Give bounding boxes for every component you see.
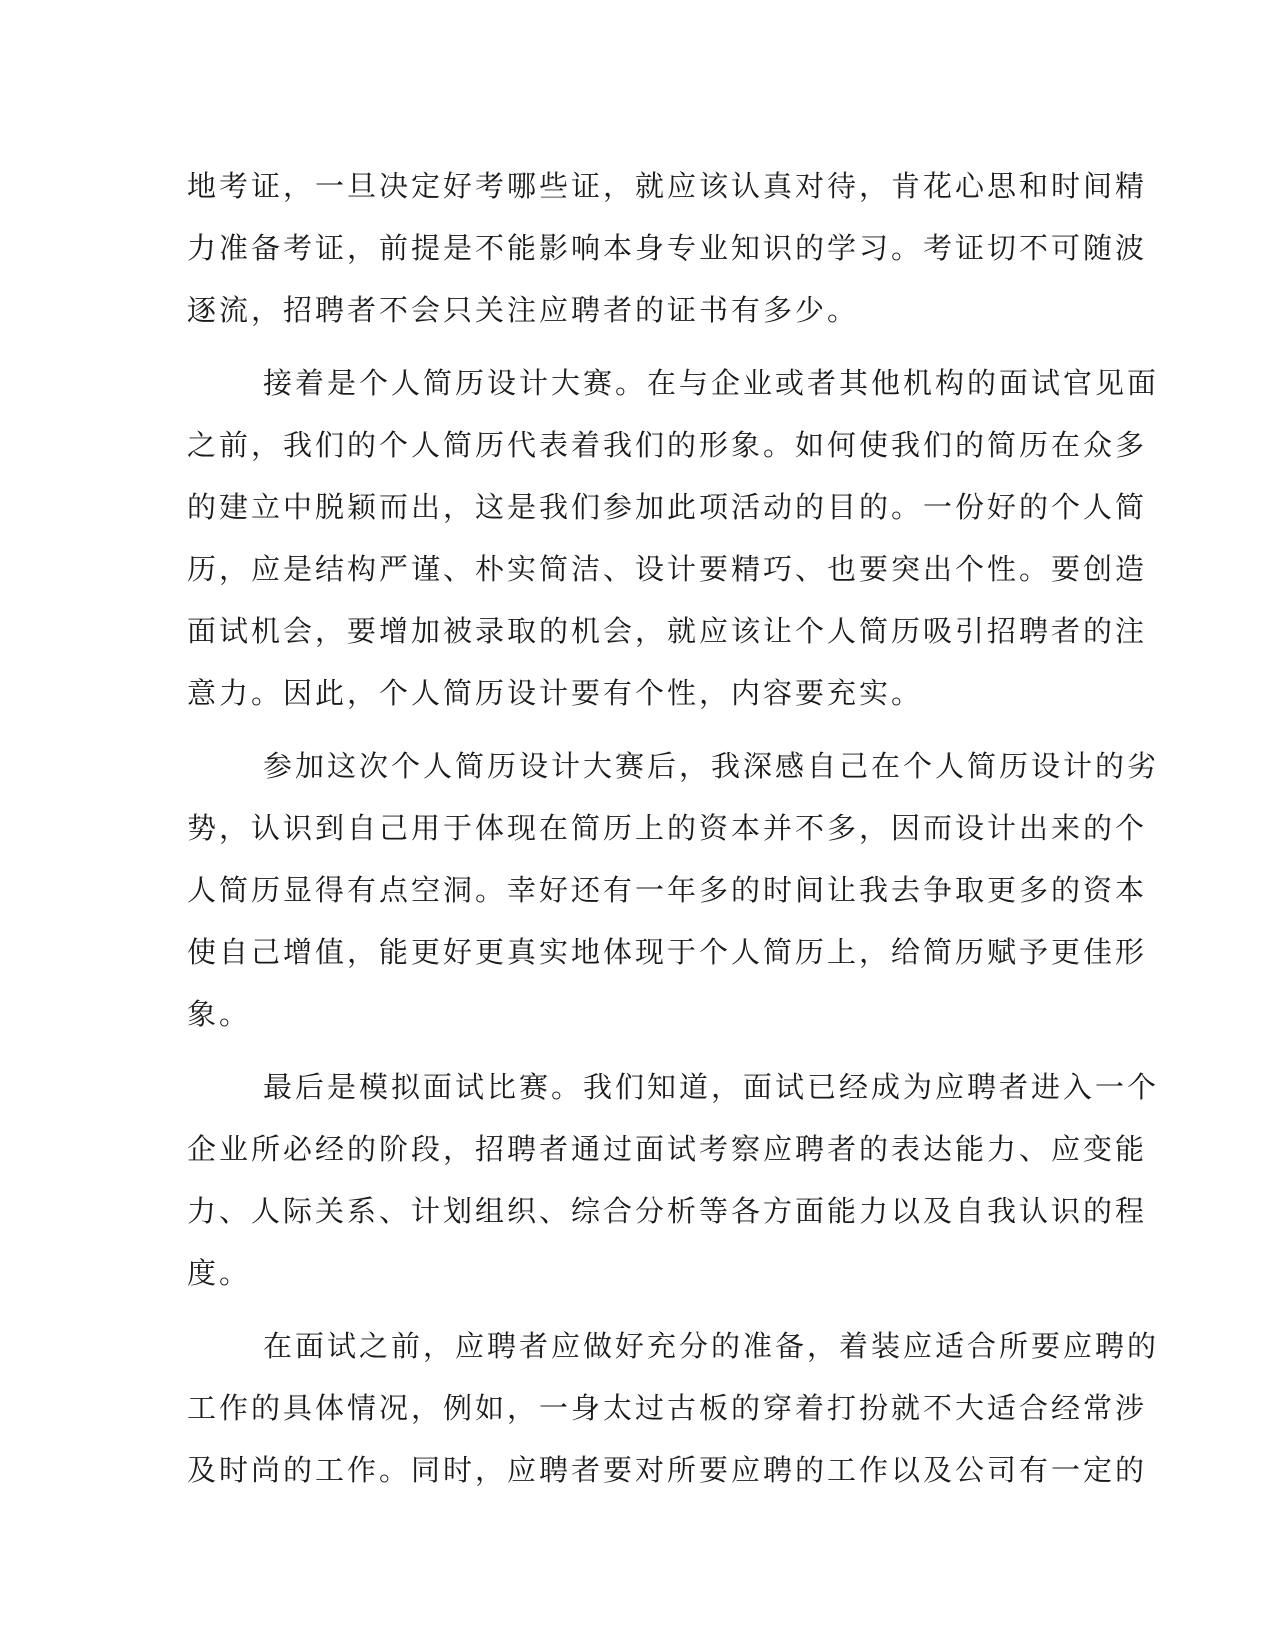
paragraph-interview-preparation: [187, 1315, 1160, 1501]
text-line: 最后是模拟面试比赛。我们知道，面试已经成为应聘者进入一个: [263, 1070, 1160, 1104]
text-line: 地考证，一旦决定好考哪些证，就应该认真对待，肯花心思和时间精: [187, 169, 1148, 203]
text-line: 接着是个人简历设计大赛。在与企业或者其他机构的面试官见面: [263, 366, 1160, 400]
text-line: 参加这次个人简历设计大赛后，我深感自己在个人简历设计的劣: [263, 749, 1160, 783]
document-body: [187, 155, 1160, 1501]
text-line: 逐流，招聘者不会只关注应聘者的证书有多少。: [187, 293, 860, 327]
paragraph-reflection: [187, 735, 1160, 1045]
text-line: 度。: [187, 1256, 252, 1290]
text-line: 及时尚的工作。同时，应聘者要对所要应聘的工作以及公司有一定的: [187, 1453, 1148, 1487]
text-line: 面试机会，要增加被录取的机会，就应该让个人简历吸引招聘者的注: [187, 614, 1148, 648]
paragraph-certification: [187, 155, 1148, 341]
text-line: 之前，我们的个人简历代表着我们的形象。如何使我们的简历在众多: [187, 428, 1148, 462]
paragraph-resume-contest: [187, 352, 1160, 724]
text-line: 工作的具体情况，例如，一身太过古板的穿着打扮就不大适合经常涉: [187, 1391, 1148, 1425]
text-line: 力、人际关系、计划组织、综合分析等各方面能力以及自我认识的程: [187, 1194, 1148, 1228]
paragraph-mock-interview: [187, 1056, 1160, 1304]
text-line: 意力。因此，个人简历设计要有个性，内容要充实。: [187, 676, 924, 710]
text-line: 势，认识到自己用于体现在简历上的资本并不多，因而设计出来的个: [187, 811, 1148, 845]
text-line: 力准备考证，前提是不能影响本身专业知识的学习。考证切不可随波: [187, 231, 1148, 265]
text-line: 历，应是结构严谨、朴实简洁、设计要精巧、也要突出个性。要创造: [187, 552, 1148, 586]
text-line: 象。: [187, 997, 252, 1031]
text-line: 企业所必经的阶段，招聘者通过面试考察应聘者的表达能力、应变能: [187, 1132, 1148, 1166]
text-line: 的建立中脱颖而出，这是我们参加此项活动的目的。一份好的个人简: [187, 490, 1148, 524]
text-line: 在面试之前，应聘者应做好充分的准备，着装应适合所要应聘的: [263, 1329, 1160, 1363]
text-line: 人简历显得有点空洞。幸好还有一年多的时间让我去争取更多的资本: [187, 873, 1148, 907]
text-line: 使自己增值，能更好更真实地体现于个人简历上，给简历赋予更佳形: [187, 935, 1148, 969]
